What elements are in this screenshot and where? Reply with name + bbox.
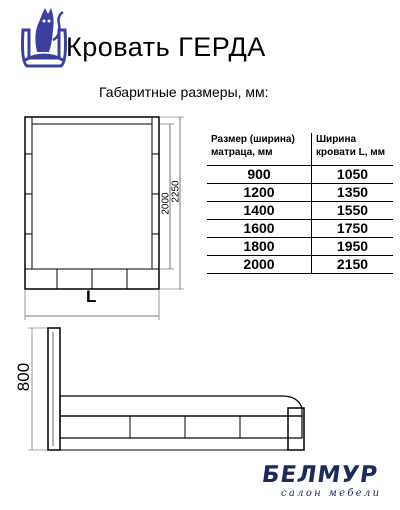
brand-name: БЕЛМУР <box>260 462 380 488</box>
table-row <box>207 184 393 202</box>
dimension-length-outer: 2250 <box>170 180 182 203</box>
table-cell: 1050 <box>312 166 394 184</box>
dimension-width-label: L <box>86 287 97 306</box>
column-header-bed-width: Ширина кровати L, мм <box>312 133 394 166</box>
page-title: Кровать ГЕРДА <box>66 32 266 62</box>
cat-on-armchair-logo <box>15 0 73 72</box>
dimension-height-label: 800 <box>14 362 34 392</box>
table-cell: 1750 <box>312 220 394 238</box>
table-header-row <box>207 133 393 166</box>
table-cell: 1550 <box>312 202 394 220</box>
table-row <box>207 220 393 238</box>
dimension-length-inner: 2000 <box>160 192 172 215</box>
table-cell: 900 <box>207 166 312 184</box>
table-cell: 1600 <box>207 220 312 238</box>
table-cell: 1950 <box>312 238 394 256</box>
table-row <box>207 238 393 256</box>
table-cell: 1200 <box>207 184 312 202</box>
table-row <box>207 256 393 274</box>
table-row <box>207 166 393 184</box>
column-header-mattress: Размер (ширина) матраца, мм <box>207 133 312 166</box>
bed-side-view-drawing <box>20 318 320 464</box>
table-row <box>207 202 393 220</box>
page-subtitle: Габаритные размеры, мм: <box>99 84 269 100</box>
table-cell: 1400 <box>207 202 312 220</box>
size-table <box>207 133 393 274</box>
table-cell: 1350 <box>312 184 394 202</box>
table-cell: 1800 <box>207 238 312 256</box>
brand-slogan: салон мебели <box>281 488 382 499</box>
table-cell: 2150 <box>312 256 394 274</box>
table-cell: 2000 <box>207 256 312 274</box>
